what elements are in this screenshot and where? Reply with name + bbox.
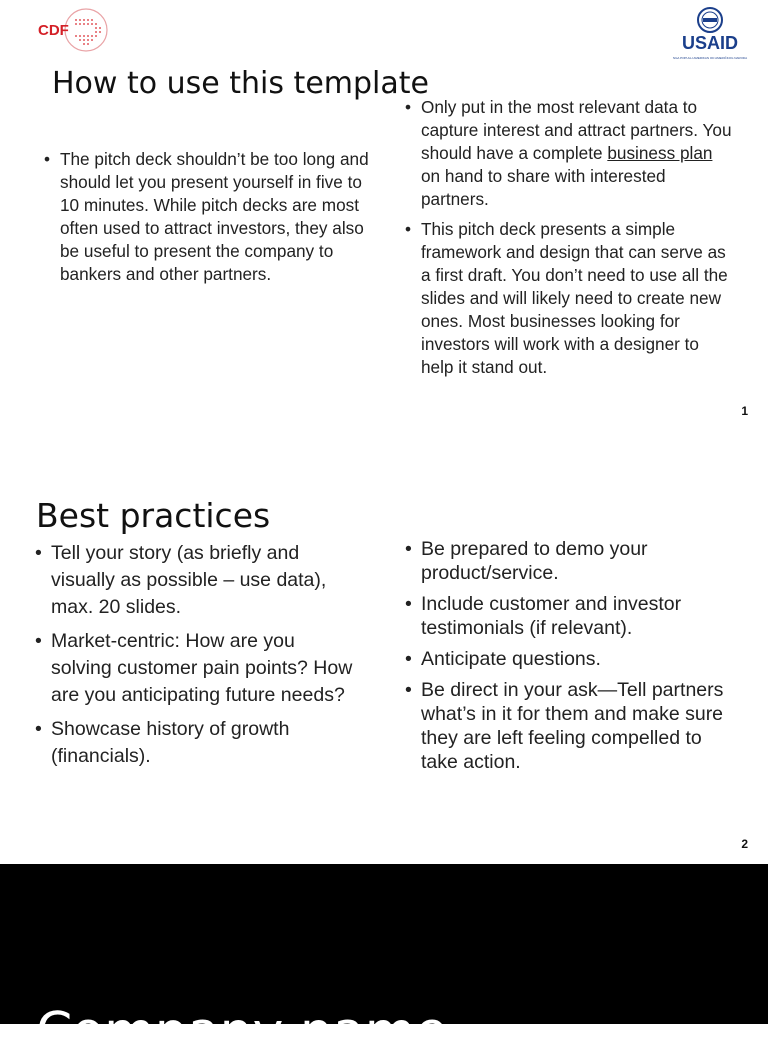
usaid-logo-tagline: NGA POPULLI AMERIKAN OD AMERIČKOG NARODA — [672, 56, 748, 60]
list-item: • Be prepared to demo your product/service. — [405, 537, 735, 585]
slide-1-right-list — [405, 96, 735, 386]
usaid-logo-text: USAID — [681, 33, 739, 53]
list-item: • Market-centric: How are you solving customer pain points? How are you anticipating future needs? — [35, 628, 355, 709]
bullet-text: on hand to share with interested partners. — [421, 166, 666, 209]
slide-1-page-number: 1 — [741, 404, 748, 418]
slide-1-title: How to use this template — [52, 66, 429, 101]
cdf-logo-text: CDF — [38, 22, 69, 39]
list-item: • This pitch deck presents a simple framework and design that can serve as a first draft. You don’t need to use all the slides and will likely need to create new ones. Most businesses looking for investors will work with a designer to help it stand out. — [405, 218, 735, 379]
usaid-logo — [672, 6, 748, 62]
business-plan-link[interactable]: business plan — [607, 143, 713, 163]
cdf-logo — [36, 6, 114, 54]
list-item: • Tell your story (as briefly and visually as possible – use data), max. 20 slides. — [35, 540, 355, 621]
slide-2 — [0, 432, 768, 864]
list-item: • Anticipate questions. — [405, 647, 735, 671]
list-item: • Include customer and investor testimonials (if relevant). — [405, 592, 735, 640]
slide-2-title: Best practices — [36, 496, 271, 535]
slide-1-left-list — [44, 148, 374, 293]
slide-2-left-list — [35, 540, 355, 777]
slide-1 — [0, 0, 768, 432]
slide-2-page-number: 2 — [741, 837, 748, 851]
list-item: • Be direct in your ask—Tell partners what’s in it for them and make sure they are left feeling compelled to take action. — [405, 678, 735, 774]
list-item: • The pitch deck shouldn’t be too long and should let you present yourself in five to 10 minutes. While pitch decks are most often used to attract investors, they also be useful to present the company to bankers and other partners. — [44, 148, 374, 286]
slide-3-title: Company name — [36, 1002, 448, 1062]
bullet-text: Only put in the most relevant data to capture interest and attract partners. You should have a complete — [421, 97, 732, 163]
slide-2-right-list — [405, 537, 735, 781]
list-item — [405, 96, 735, 211]
list-item: • Showcase history of growth (financials). — [35, 716, 355, 770]
slide-3 — [0, 864, 768, 1062]
